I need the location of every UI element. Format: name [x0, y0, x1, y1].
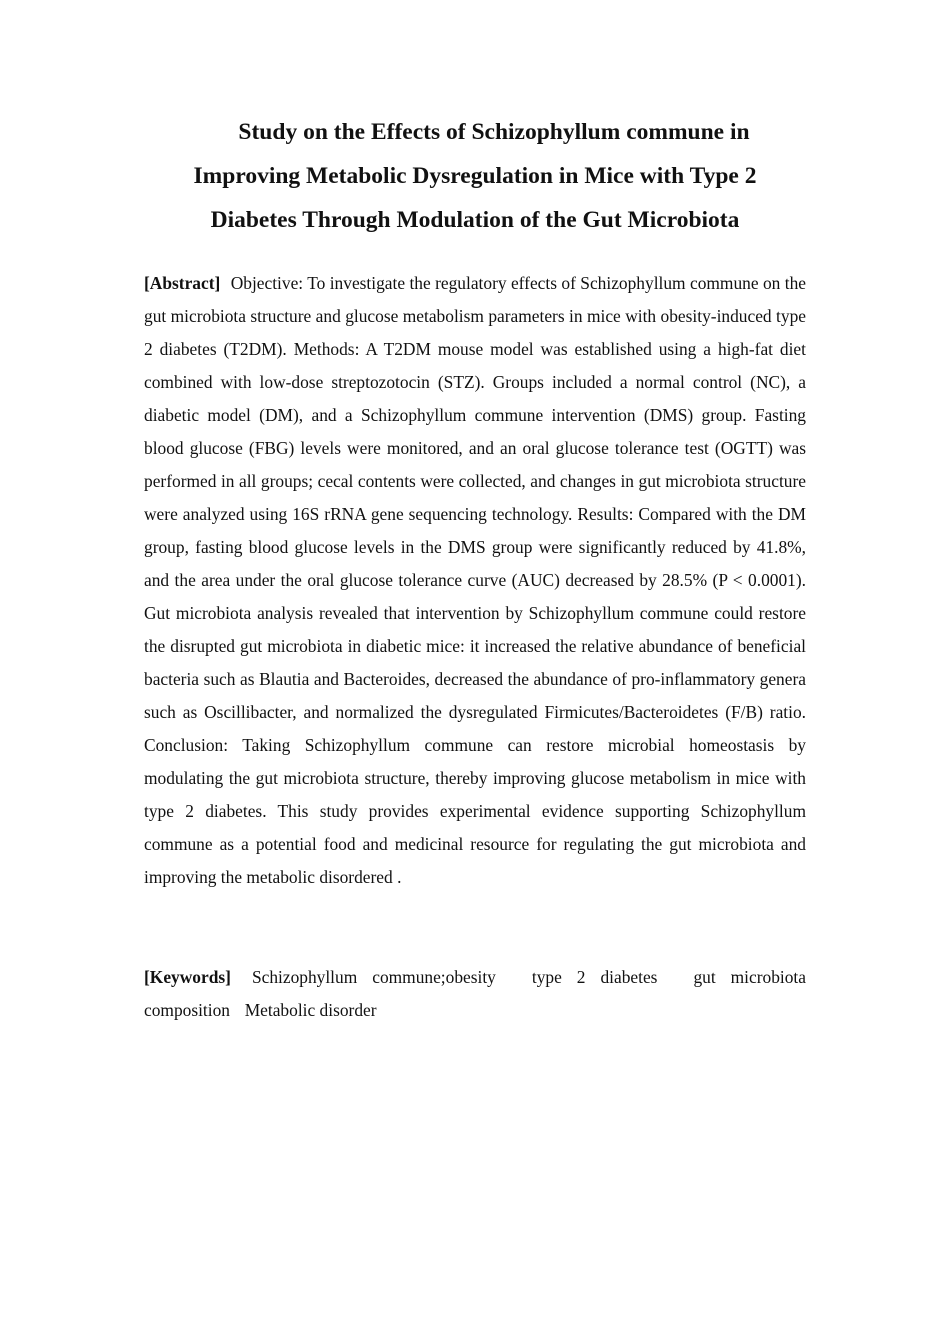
keyword-item: gut microbiota composition	[144, 967, 806, 1020]
keyword-item: type 2 diabetes	[531, 967, 658, 987]
title-line: Study on the Effects of Schizophyllum commune in	[238, 119, 750, 145]
keywords-label: [Keywords]	[144, 967, 231, 987]
keywords-paragraph	[144, 961, 806, 1027]
abstract-paragraph	[144, 267, 806, 894]
title-line: Diabetes Through Modulation of the Gut Microbiota	[210, 207, 740, 233]
keyword-item: Schizophyllum commune;obesity	[251, 967, 496, 987]
paper-title	[144, 110, 806, 242]
keyword-item: Metabolic disorder	[244, 1000, 377, 1020]
title-line: Improving Metabolic Dysregulation in Mice with Type 2	[193, 163, 757, 189]
abstract-text: Objective: To investigate the regulatory effects of Schizophyllum commune on the gut microbiota structure and glucose metabolism parameters in mice with obesity-induced type 2 diabetes (T2DM). Methods: A T2DM mouse model was established using a high-fat diet combined with low-dose streptozotocin (STZ). Groups included a normal control (NC), a diabetic model (DM), and a Schizophyllum commune intervention (DMS) group. Fasting blood glucose (FBG) levels were monitored, and an oral glucose tolerance test (OGTT) was performed in all groups; cecal contents were collected, and changes in gut microbiota structure were analyzed using 16S rRNA gene sequencing technology. Results: Compared with the DM group, fasting blood glucose levels in the DMS group were significantly reduced by 41.8%, and the area under the oral glucose tolerance curve (AUC) decreased by 28.5% (P < 0.0001). Gut microbiota analysis revealed that intervention by Schizophyllum commune could restore the disrupted gut microbiota in diabetic mice: it increased the relative abundance of beneficial bacteria such as Blautia and Bacteroides, decreased the abundance of pro-inflammatory genera such as Oscillibacter, and normalized the dysregulated Firmicutes/Bacteroidetes (F/B) ratio. Conclusion: Taking Schizophyllum commune can restore microbial homeostasis by modulating the gut microbiota structure, thereby improving glucose metabolism in mice with type 2 diabetes. This study provides experimental evidence supporting Schizophyllum commune as a potential food and medicinal resource for regulating the gut microbiota and improving the metabolic disordered .	[144, 273, 806, 887]
abstract-label: [Abstract]	[144, 273, 221, 293]
